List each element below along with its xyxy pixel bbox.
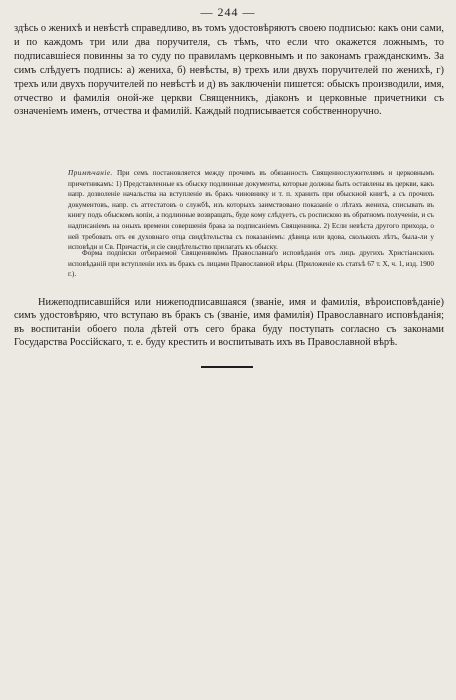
note-block	[68, 168, 434, 253]
main-paragraph: здѣсь о женихѣ и невѣстѣ справедливо, въ томъ удостовѣряютъ своею подписью: какъ они сами, и по каждомъ три или два поручителя, съ тѣмъ, что если что окажется ложнымъ, то подписавшiеся повинны за то суду по правиламъ церковнымъ и по законамъ гражданскимъ. За симъ слѣдуетъ подпись: а) жениха, б) невѣсты, в) трехъ или двухъ поручителей по женихѣ, г) трехъ или двухъ поручителей по невѣстѣ и д) въ заключенiи пишется: обыскъ производили, имя, отчество и фамилiя оной-же церкви Священникъ, дiаконъ и церковные причетники съ означенiемъ именъ, отчества и фамилiй. Каждый подписывается собственноручно.	[14, 23, 444, 118]
note-title: Примѣчанiе.	[68, 169, 113, 177]
section-divider	[201, 366, 253, 368]
note-text: При семъ постановляется между прочимъ въ обязанность Священнослужителямъ и церковнымъ причетникамъ: 1) Представленные къ обыску подлинные документы, которые должны быть оставлены въ церкви, какъ напр. дозволенiе начальства на вступленiе въ бракъ чиновнику и т. п. хранить при обыскной книгѣ, а съ прочихъ документовъ, напр. съ аттестатовъ о службѣ, изъ которыхъ заимствовано показанiе о лѣтахъ жениха, списывать въ книгу подъ обыскомъ копiи, а подлинные возвращать, буде кому слѣдуетъ, съ роспискою въ обратномъ полученiи, и съ надписанiемъ на оныхъ времени совершенiя брака за подписанiемъ Священника. 2) Если невѣста другого прихода, о ней требовать отъ ея духовнаго отца свидѣтельства съ показанiемъ: дѣвица или вдова, сколькихъ лѣтъ, была-ли у исповѣди и Св. Причастiя, и сiе свидѣтельство прилагать къ обыску.	[68, 169, 434, 252]
form-caption: Форма подписки отбираемой Священникомъ Православнаго исповѣданiя отъ лицъ другихъ Христiанскихъ исповѣданiй при вступленiи ихъ въ бракъ съ лицами Православной вѣры. (Приложенiе къ статьѣ 67 т. X, ч. 1, изд. 1900 г.).	[68, 249, 434, 279]
page-number: — 244 —	[200, 5, 256, 19]
declaration-paragraph: Нижеподписавшiйся или нижеподписавшаяся (званiе, имя и фамилiя, вѣроисповѣданiе) симъ удостовѣряю, что вступаю въ бракъ съ (званiе, имя фамилiя) Православнаго исповѣданiя; въ воспитанiи обоего пола дѣтей отъ сего брака буду поступать согласно съ законами Государства Россiйскаго, т. е. буду крестить и воспитывать ихъ въ Православной вѣрѣ.	[14, 297, 444, 349]
